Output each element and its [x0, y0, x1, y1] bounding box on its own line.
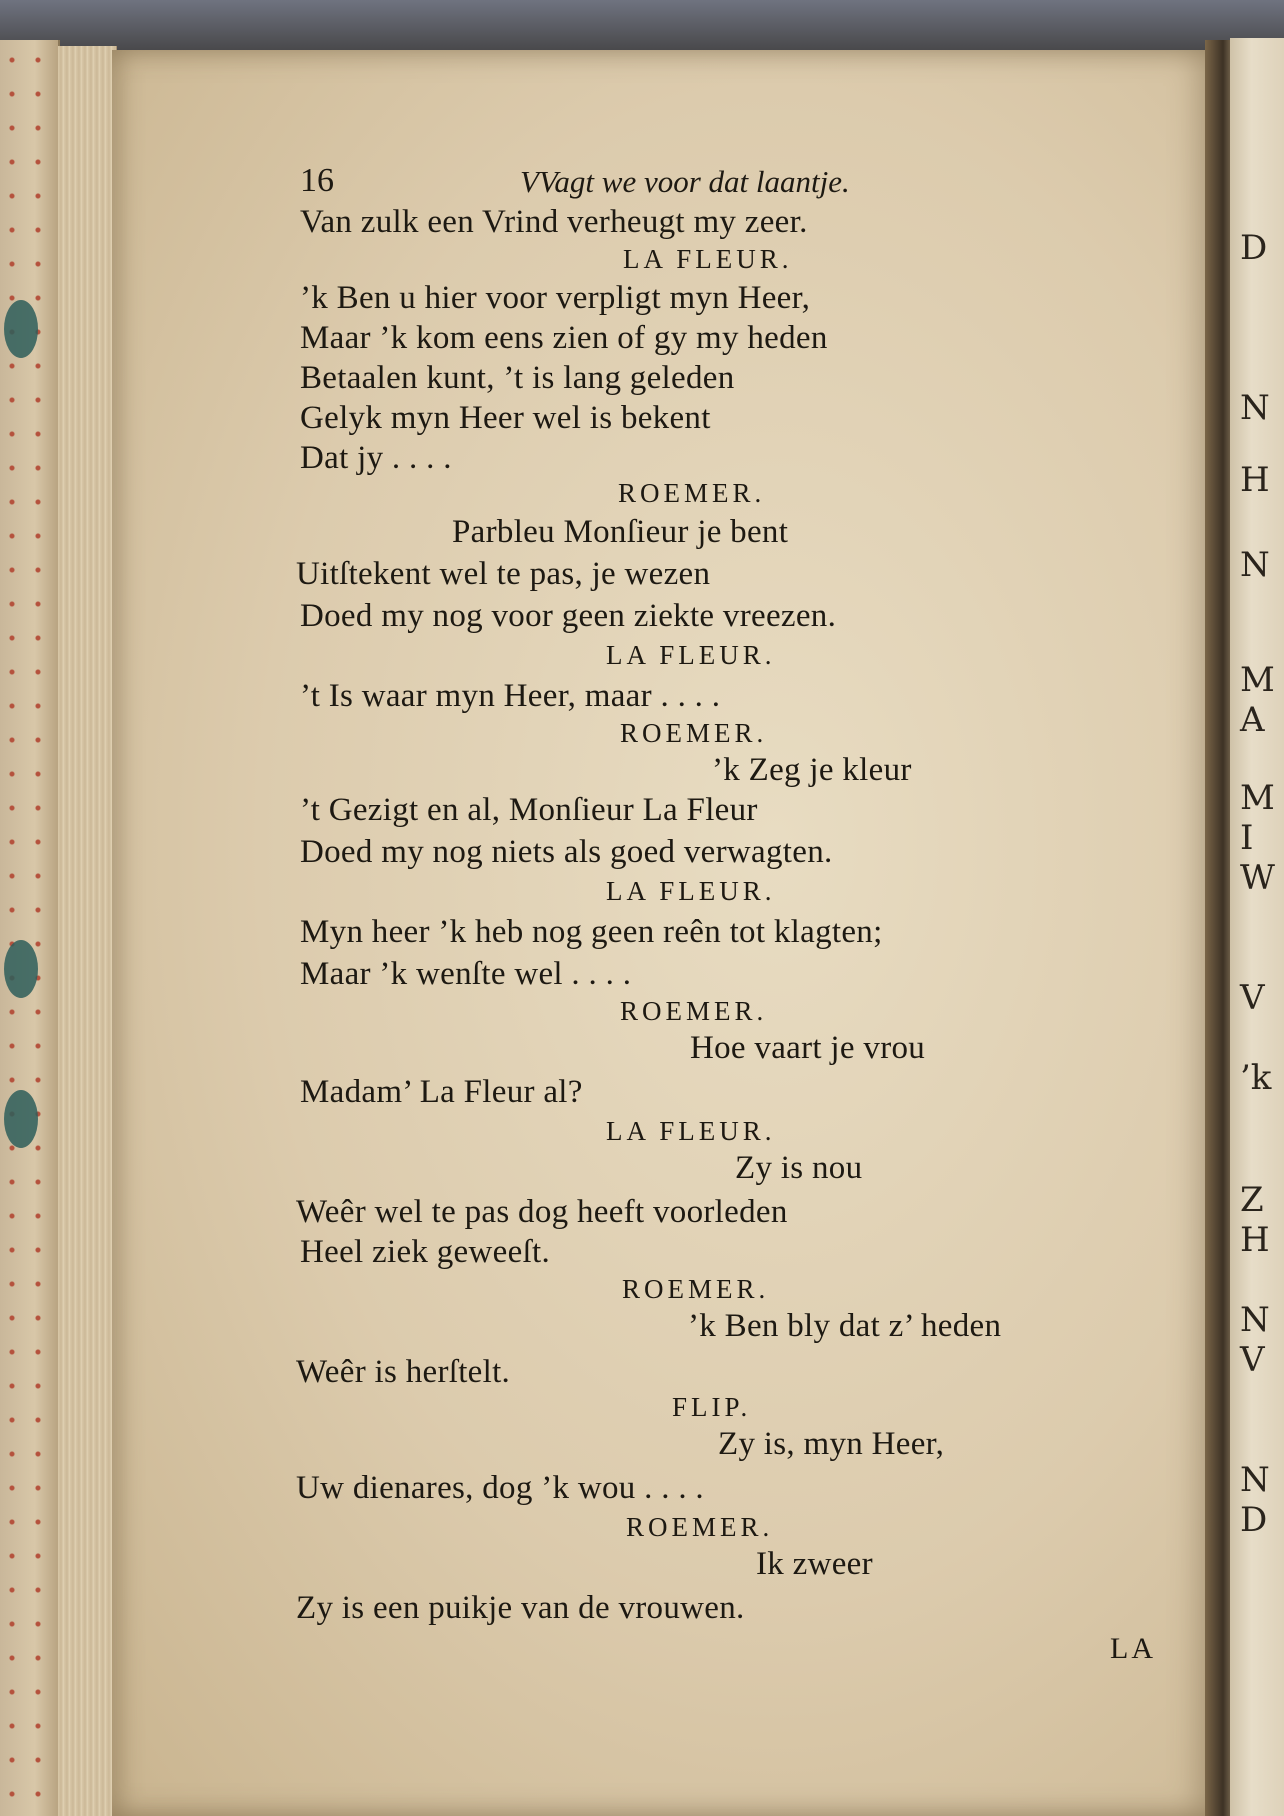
speaker-label: LA FLEUR.: [606, 640, 776, 670]
verse-line: Zy is nou: [735, 1150, 863, 1186]
speaker-label: ROEMER.: [622, 1274, 770, 1304]
margin-letter: N: [1240, 545, 1270, 585]
verse-line: Weêr wel te pas dog heeft voorleden: [296, 1194, 788, 1230]
verse-line: ’k Zeg je kleur: [712, 752, 912, 788]
speaker-label: ROEMER.: [618, 478, 766, 508]
verse-line: Gelyk myn Heer wel is bekent: [300, 400, 711, 436]
margin-letter: N: [1240, 388, 1270, 428]
margin-letter: H: [1240, 460, 1270, 500]
margin-letter: M: [1240, 778, 1275, 818]
margin-letter: Z: [1240, 1180, 1264, 1220]
verse-line: Zy is, myn Heer,: [718, 1426, 945, 1462]
margin-letter: V: [1240, 978, 1265, 1018]
verse-line: ’t Is waar myn Heer, maar . . . .: [300, 678, 721, 714]
verse-line: Doed my nog voor geen ziekte vreezen.: [300, 598, 837, 634]
verse-line: Myn heer ’k heb nog geen reên tot klagten;: [300, 914, 883, 950]
speaker-label: FLIP.: [672, 1392, 752, 1422]
running-title: VVagt we voor dat laantje.: [520, 164, 850, 199]
margin-letter: N: [1240, 1460, 1270, 1500]
speaker-label: ROEMER.: [620, 996, 768, 1026]
margin-letter: ’k: [1240, 1058, 1272, 1098]
catchword: LA: [1110, 1632, 1156, 1665]
margin-letter: D: [1240, 1500, 1268, 1540]
speaker-label: LA FLEUR.: [606, 1116, 776, 1146]
verse-line: Van zulk een Vrind verheugt my zeer.: [300, 204, 808, 240]
margin-letter: N: [1240, 1300, 1270, 1340]
margin-letter: V: [1240, 1340, 1265, 1380]
verse-line: ’t Gezigt en al, Monſieur La Fleur: [300, 792, 758, 828]
margin-letter: H: [1240, 1220, 1270, 1260]
verse-line: Weêr is herſtelt.: [296, 1354, 511, 1390]
page-number: 16: [300, 162, 334, 199]
verse-line: ’k Ben u hier voor verpligt myn Heer,: [300, 280, 811, 316]
verse-line: Uitſtekent wel te pas, je wezen: [296, 556, 711, 592]
verse-line: Uw dienares, dog ’k wou . . . .: [296, 1470, 704, 1506]
margin-letter: W: [1240, 858, 1275, 898]
verse-line: ’k Ben bly dat z’ heden: [688, 1308, 1002, 1344]
margin-letter: D: [1240, 228, 1268, 268]
speaker-label: ROEMER.: [620, 718, 768, 748]
verse-line: Maar ’k wenſte wel . . . .: [300, 956, 632, 992]
verse-line: Zy is een puikje van de vrouwen.: [296, 1590, 745, 1626]
verse-line: Madam’ La Fleur al?: [300, 1074, 583, 1110]
speaker-label: LA FLEUR.: [623, 244, 793, 274]
verse-line: Betaalen kunt, ’t is lang geleden: [300, 360, 735, 396]
verse-line: Heel ziek geweeſt.: [300, 1234, 551, 1270]
speaker-label: ROEMER.: [626, 1512, 774, 1542]
margin-letter: M: [1240, 660, 1275, 700]
margin-letter: I: [1240, 818, 1254, 858]
verse-line: Hoe vaart je vrou: [690, 1030, 926, 1066]
verse-line: Doed my nog niets als goed verwagten.: [300, 834, 833, 870]
verse-line: Parbleu Monſieur je bent: [452, 514, 789, 550]
speaker-label: LA FLEUR.: [606, 876, 776, 906]
verse-line: Ik zweer: [756, 1546, 873, 1582]
verse-line: Maar ’k kom eens zien of gy my heden: [300, 320, 828, 356]
verse-line: Dat jy . . . .: [300, 440, 452, 476]
margin-letter: A: [1240, 700, 1265, 740]
